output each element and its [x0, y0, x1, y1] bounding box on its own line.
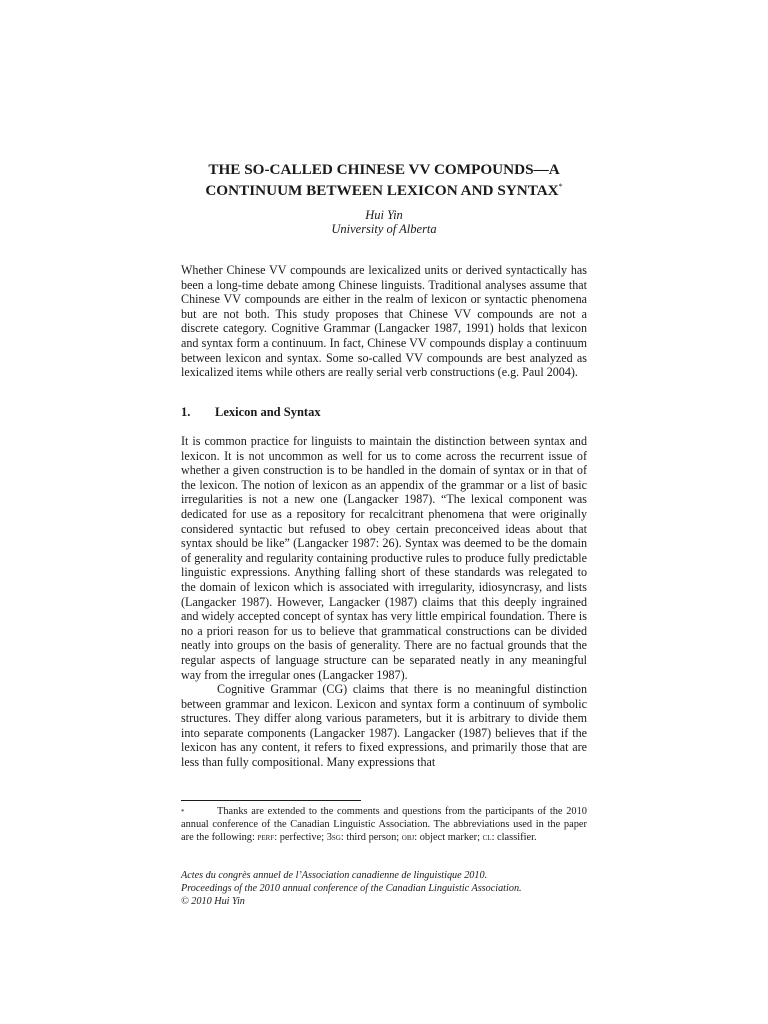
- abbr-perf-gloss: : perfective; 3: [274, 831, 332, 843]
- proceedings-line-1: Actes du congrès annuel de l’Association canadienne de linguistique 2010.: [181, 870, 488, 881]
- footnote-divider: [181, 800, 361, 801]
- author-block: [0, 208, 768, 236]
- section-title: Lexicon and Syntax: [215, 405, 321, 419]
- title-line-2: CONTINUUM BETWEEN LEXICON AND SYNTAX: [205, 182, 559, 200]
- abbr-obj: obj: [401, 831, 415, 843]
- abbr-sg-gloss: : third person;: [340, 831, 402, 843]
- copyright-line: © 2010 Hui Yin: [181, 895, 245, 907]
- footnote: [181, 806, 587, 844]
- footnote-text: Thanks are extended to the comments and questions from the participants of the 2010 annual conference of the Canadian Linguistic Association. The abbreviations used in the paper are the following:: [181, 806, 587, 843]
- proceedings-line-2: Proceedings of the 2010 annual conference of the Canadian Linguistic Association.: [181, 882, 522, 894]
- title-line-1: THE SO-CALLED CHINESE VV COMPOUNDS—A: [208, 161, 560, 178]
- proceedings-notice: [181, 870, 587, 908]
- abbr-cl: cl: [482, 831, 492, 843]
- abbr-sg: sg: [331, 831, 341, 843]
- abbr-obj-gloss: : object marker;: [414, 831, 483, 843]
- section-number: 1.: [181, 405, 191, 419]
- footnote-mark: *: [181, 808, 185, 816]
- author-affiliation: University of Alberta: [331, 222, 437, 236]
- section-heading: [181, 405, 321, 419]
- author-name: Hui Yin: [365, 208, 403, 222]
- paper-title: [150, 161, 618, 199]
- body-paragraph-1: It is common practice for linguists to maintain the distinction between syntax and lexicon. It is not uncommon as well for us to come across the recurrent issue of whether a given construction is to be handled in the domain of syntax or in that of the lexicon. The notion of lexicon as an appendix of the grammar or a list of basic irregularities is not a new one (Langacker 1987). “The lexical component was dedicated for use as a repository for recalcitrant phenomena that were originally considered syntactic but refused to obey certain preconceived ideas about that syntax should be like” (Langacker 1987: 26). Syntax was deemed to be the domain of generality and regularity containing productive rules to produce fully predictable linguistic expressions. Anything falling short of these standards was relegated to the domain of lexicon which is associated with irregularity, idiosyncrasy, and lists (Langacker 1987). However, Langacker (1987) claims that this deeply ingrained and widely accepted concept of syntax has very little empirical foundation. There is no a priori reason for us to believe that grammatical constructions can be divided neatly into groups on the basis of generality. There are no factual grounds that the regular aspects of language structure can be separated neatly in any meaningful way from the irregular ones (Langacker 1987).: [181, 434, 587, 682]
- section-body: [181, 434, 587, 770]
- abbr-perf: perf: [257, 831, 275, 843]
- abstract: Whether Chinese VV compounds are lexicalized units or derived syntactically has been a long-time debate among Chinese linguists. Traditional analyses assume that Chinese VV compounds are either in the realm of lexicon or syntactic phenomena but are not both. This study proposes that Chinese VV compounds are not a discrete category. Cognitive Grammar (Langacker 1987, 1991) holds that lexicon and syntax form a continuum. In fact, Chinese VV compounds display a continuum between lexicon and syntax. Some so-called VV compounds are best analyzed as lexicalized items while others are really serial verb constructions (e.g. Paul 2004).: [181, 263, 587, 380]
- title-footnote-mark: *: [558, 182, 563, 191]
- abbr-cl-gloss: : classifier.: [491, 831, 537, 843]
- body-paragraph-2: Cognitive Grammar (CG) claims that there is no meaningful distinction between grammar and lexicon. Lexicon and syntax form a continuum of symbolic structures. They differ along various parameters, but it is arbitrary to divide them into separate components (Langacker 1987). Langacker (1987) believes that if the lexicon has any content, it refers to fixed expressions, and primarily those that are less than fully compositional. Many expressions that: [181, 682, 587, 770]
